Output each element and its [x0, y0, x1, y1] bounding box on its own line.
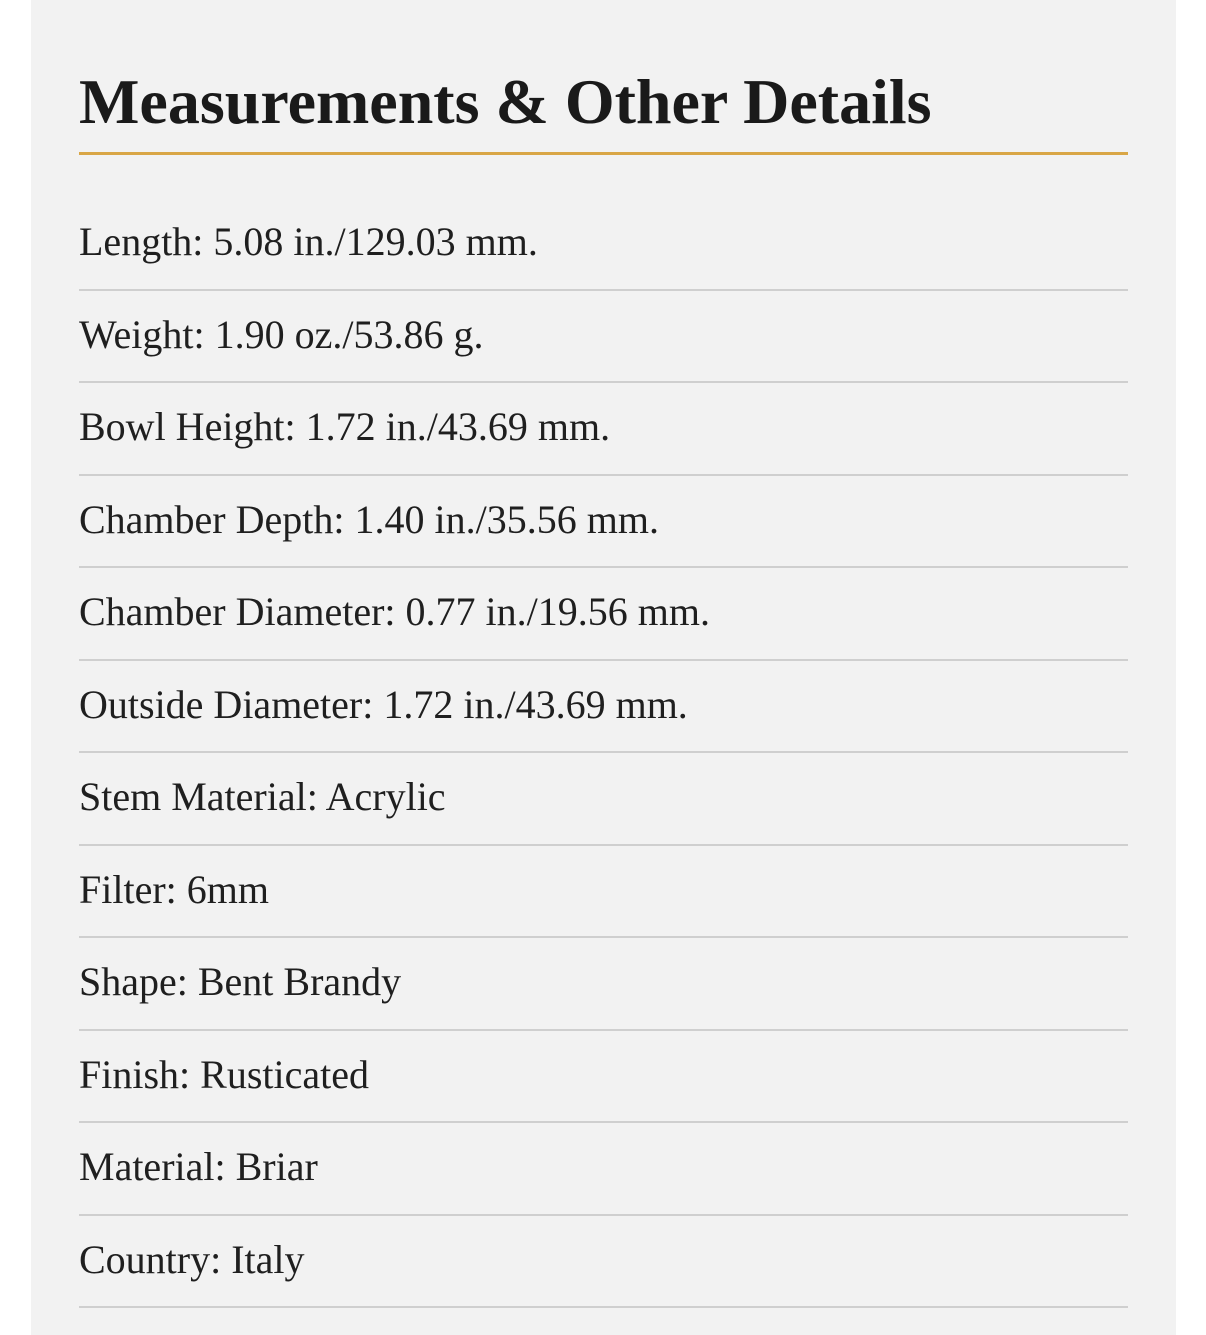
detail-text: Weight: 1.90 oz./53.86 g.	[79, 311, 484, 357]
detail-text: Filter: 6mm	[79, 866, 269, 912]
detail-text: Shape: Bent Brandy	[79, 959, 402, 1004]
detail-row-country	[79, 1216, 1128, 1309]
detail-row-length	[79, 198, 1128, 291]
detail-text: Country: Italy	[79, 1236, 305, 1282]
detail-row-finish	[79, 1031, 1128, 1124]
details-panel	[31, 0, 1176, 1335]
detail-row-material	[79, 1123, 1128, 1216]
detail-text: Stem Material: Acrylic	[79, 774, 446, 819]
detail-text: Length: 5.08 in./129.03 mm.	[79, 219, 538, 264]
section-title: Measurements & Other Details	[79, 66, 932, 137]
detail-text: Bowl Height: 1.72 in./43.69 mm.	[79, 404, 611, 449]
detail-row-chamber-diameter	[79, 568, 1128, 661]
title-underline	[79, 152, 1128, 155]
detail-text: Material: Briar	[79, 1144, 318, 1189]
detail-row-filter	[79, 846, 1128, 939]
detail-text: Chamber Depth: 1.40 in./35.56 mm.	[79, 496, 659, 542]
detail-text: Outside Diameter: 1.72 in./43.69 mm.	[79, 681, 688, 727]
detail-row-outside-diameter	[79, 661, 1128, 754]
detail-row-stem-material	[79, 753, 1128, 846]
detail-text: Finish: Rusticated	[79, 1051, 369, 1097]
detail-row-shape	[79, 938, 1128, 1031]
details-list	[79, 198, 1128, 1308]
detail-row-chamber-depth	[79, 476, 1128, 569]
detail-row-bowl-height	[79, 383, 1128, 476]
detail-row-weight	[79, 291, 1128, 384]
detail-text: Chamber Diameter: 0.77 in./19.56 mm.	[79, 589, 710, 634]
